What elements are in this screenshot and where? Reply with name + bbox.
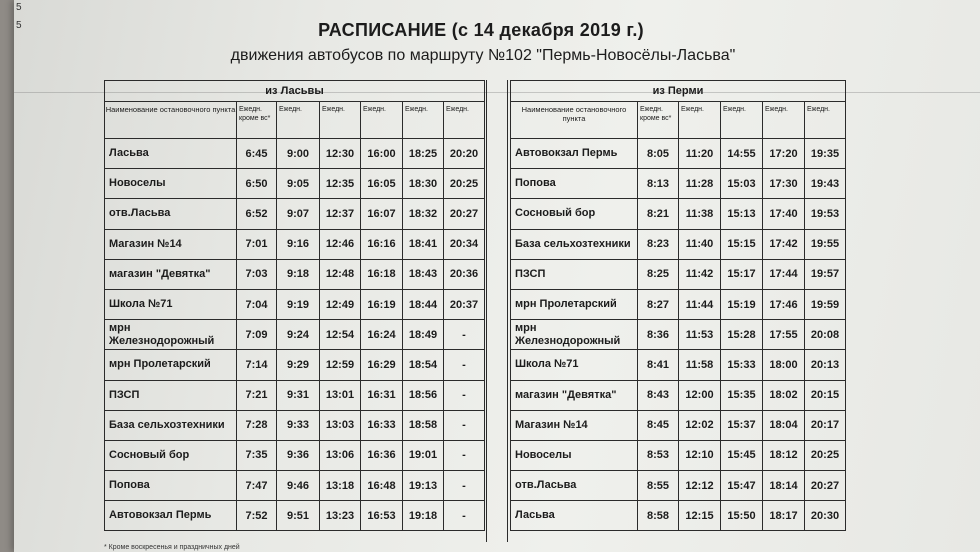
departure-time-cell: 9:19 bbox=[277, 289, 320, 319]
departure-time-cell: 7:52 bbox=[237, 501, 277, 531]
stop-name-column-header: Наименование остановочного пункта bbox=[511, 102, 638, 139]
departure-time-cell: 7:01 bbox=[237, 229, 277, 259]
departure-time-cell: 7:28 bbox=[237, 410, 277, 440]
departure-time-cell: 16:05 bbox=[361, 169, 403, 199]
departure-time-cell: 15:03 bbox=[721, 169, 763, 199]
departure-time-cell: 19:43 bbox=[805, 169, 846, 199]
departure-time-cell: 20:30 bbox=[805, 501, 846, 531]
departure-time-cell: 17:44 bbox=[763, 259, 805, 289]
table-row bbox=[105, 289, 485, 319]
departure-time-cell: 6:50 bbox=[237, 169, 277, 199]
departure-time-cell: 12:54 bbox=[320, 320, 361, 350]
table-row bbox=[511, 289, 846, 319]
departure-time-cell: 18:17 bbox=[763, 501, 805, 531]
departure-time-cell: 11:42 bbox=[679, 259, 721, 289]
stop-name-cell: мрн Пролетарский bbox=[511, 289, 638, 319]
departure-time-cell: 12:46 bbox=[320, 229, 361, 259]
table-row bbox=[105, 380, 485, 410]
departure-time-cell: 18:12 bbox=[763, 440, 805, 470]
departure-time-cell: 8:27 bbox=[638, 289, 679, 319]
table-row bbox=[511, 471, 846, 501]
stop-name-cell: Ласьва bbox=[105, 139, 237, 169]
departure-time-cell: 19:55 bbox=[805, 229, 846, 259]
day-type-column-header: Ежедн. кроме вс* bbox=[638, 102, 679, 139]
stop-name-cell: Школа №71 bbox=[105, 289, 237, 319]
departure-time-cell: 16:18 bbox=[361, 259, 403, 289]
table-row bbox=[105, 410, 485, 440]
day-type-column-header: Ежедн. bbox=[679, 102, 721, 139]
table-row bbox=[105, 229, 485, 259]
stop-name-cell: Магазин №14 bbox=[511, 410, 638, 440]
footnote: * Кроме воскресенья и праздничных дней bbox=[104, 544, 240, 551]
departure-time-cell: 9:00 bbox=[277, 139, 320, 169]
table-from-perm bbox=[510, 80, 846, 531]
departure-time-cell: 20:13 bbox=[805, 350, 846, 380]
schedule-subtitle: движения автобусов по маршруту №102 "Пермь-Новосёлы-Ласьва" bbox=[230, 47, 736, 64]
stop-name-column-header: Наименование остановочного пункта bbox=[105, 102, 237, 139]
day-type-column-header: Ежедн. bbox=[361, 102, 403, 139]
departure-time-cell: 9:29 bbox=[277, 350, 320, 380]
departure-time-cell: 18:58 bbox=[403, 410, 444, 440]
departure-time-cell: 18:32 bbox=[403, 199, 444, 229]
departure-time-cell: 15:47 bbox=[721, 471, 763, 501]
table-row bbox=[105, 259, 485, 289]
edge-mark: 5 bbox=[16, 20, 22, 31]
departure-time-cell: 13:03 bbox=[320, 410, 361, 440]
departure-time-cell: 12:48 bbox=[320, 259, 361, 289]
departure-time-cell: 7:14 bbox=[237, 350, 277, 380]
stop-name-cell: мрн Железнодорожный bbox=[105, 320, 237, 350]
departure-time-cell: 17:46 bbox=[763, 289, 805, 319]
day-type-column-header: Ежедн. bbox=[805, 102, 846, 139]
departure-time-cell: 9:46 bbox=[277, 471, 320, 501]
departure-time-cell: 12:12 bbox=[679, 471, 721, 501]
departure-time-cell: 19:57 bbox=[805, 259, 846, 289]
departure-time-cell: 11:44 bbox=[679, 289, 721, 319]
departure-time-cell: 8:13 bbox=[638, 169, 679, 199]
day-type-column-header: Ежедн. bbox=[320, 102, 361, 139]
departure-time-cell: 8:41 bbox=[638, 350, 679, 380]
day-type-column-header: Ежедн. bbox=[721, 102, 763, 139]
departure-time-cell: 13:23 bbox=[320, 501, 361, 531]
departure-time-cell: 8:58 bbox=[638, 501, 679, 531]
stop-name-cell: Сосновый бор bbox=[105, 440, 237, 470]
departure-time-cell: 6:52 bbox=[237, 199, 277, 229]
departure-time-cell: 9:36 bbox=[277, 440, 320, 470]
departure-time-cell: - bbox=[444, 410, 485, 440]
departure-time-cell: 7:09 bbox=[237, 320, 277, 350]
departure-time-cell: 6:45 bbox=[237, 139, 277, 169]
table-row bbox=[105, 320, 485, 350]
departure-time-cell: 12:49 bbox=[320, 289, 361, 319]
departure-time-cell: 9:31 bbox=[277, 380, 320, 410]
departure-time-cell: - bbox=[444, 350, 485, 380]
departure-time-cell: 9:16 bbox=[277, 229, 320, 259]
table-row bbox=[511, 380, 846, 410]
departure-time-cell: 15:19 bbox=[721, 289, 763, 319]
departure-time-cell: 19:53 bbox=[805, 199, 846, 229]
departure-time-cell: 7:04 bbox=[237, 289, 277, 319]
table-row bbox=[105, 501, 485, 531]
departure-time-cell: 16:24 bbox=[361, 320, 403, 350]
stop-name-cell: Сосновый бор bbox=[511, 199, 638, 229]
departure-time-cell: 17:40 bbox=[763, 199, 805, 229]
table-row bbox=[105, 169, 485, 199]
departure-time-cell: 18:49 bbox=[403, 320, 444, 350]
stop-name-cell: Новоселы bbox=[511, 440, 638, 470]
departure-time-cell: 15:35 bbox=[721, 380, 763, 410]
departure-time-cell: 8:36 bbox=[638, 320, 679, 350]
departure-time-cell: 17:42 bbox=[763, 229, 805, 259]
departure-time-cell: 18:44 bbox=[403, 289, 444, 319]
departure-time-cell: 20:20 bbox=[444, 139, 485, 169]
departure-time-cell: 16:16 bbox=[361, 229, 403, 259]
departure-time-cell: 15:45 bbox=[721, 440, 763, 470]
departure-time-cell: 18:25 bbox=[403, 139, 444, 169]
departure-time-cell: 15:33 bbox=[721, 350, 763, 380]
stop-name-cell: Попова bbox=[105, 471, 237, 501]
table-row bbox=[105, 199, 485, 229]
departure-time-cell: 9:18 bbox=[277, 259, 320, 289]
departure-time-cell: 12:35 bbox=[320, 169, 361, 199]
departure-time-cell: 8:21 bbox=[638, 199, 679, 229]
departure-time-cell: 15:17 bbox=[721, 259, 763, 289]
direction-header: из Ласьвы bbox=[105, 81, 485, 102]
departure-time-cell: 20:08 bbox=[805, 320, 846, 350]
table-row bbox=[105, 139, 485, 169]
departure-time-cell: 8:05 bbox=[638, 139, 679, 169]
departure-time-cell: 17:20 bbox=[763, 139, 805, 169]
departure-time-cell: 8:55 bbox=[638, 471, 679, 501]
table-row bbox=[511, 139, 846, 169]
day-type-column-header: Ежедн. bbox=[403, 102, 444, 139]
departure-time-cell: 16:53 bbox=[361, 501, 403, 531]
departure-time-cell: 18:54 bbox=[403, 350, 444, 380]
schedule-title: РАСПИСАНИЕ (с 14 декабря 2019 г.) bbox=[318, 20, 644, 40]
departure-time-cell: 12:10 bbox=[679, 440, 721, 470]
departure-time-cell: 18:56 bbox=[403, 380, 444, 410]
departure-time-cell: 18:00 bbox=[763, 350, 805, 380]
table-row bbox=[105, 350, 485, 380]
departure-time-cell: 20:36 bbox=[444, 259, 485, 289]
departure-time-cell: 11:53 bbox=[679, 320, 721, 350]
day-type-column-header: Ежедн. кроме вс* bbox=[237, 102, 277, 139]
departure-time-cell: 8:43 bbox=[638, 380, 679, 410]
table-row bbox=[511, 259, 846, 289]
departure-time-cell: 9:33 bbox=[277, 410, 320, 440]
departure-time-cell: - bbox=[444, 501, 485, 531]
departure-time-cell: 14:55 bbox=[721, 139, 763, 169]
stop-name-cell: ПЗСП bbox=[511, 259, 638, 289]
direction-header: из Перми bbox=[511, 81, 846, 102]
departure-time-cell: 11:58 bbox=[679, 350, 721, 380]
table-row bbox=[511, 199, 846, 229]
departure-time-cell: 20:25 bbox=[444, 169, 485, 199]
departure-time-cell: 8:23 bbox=[638, 229, 679, 259]
table-row bbox=[511, 410, 846, 440]
departure-time-cell: 20:17 bbox=[805, 410, 846, 440]
departure-time-cell: 17:55 bbox=[763, 320, 805, 350]
departure-time-cell: 12:00 bbox=[679, 380, 721, 410]
day-type-column-header: Ежедн. bbox=[277, 102, 320, 139]
departure-time-cell: 16:36 bbox=[361, 440, 403, 470]
departure-time-cell: 9:07 bbox=[277, 199, 320, 229]
table-row bbox=[105, 471, 485, 501]
departure-time-cell: 12:02 bbox=[679, 410, 721, 440]
departure-time-cell: - bbox=[444, 440, 485, 470]
stop-name-cell: отв.Ласьва bbox=[511, 471, 638, 501]
departure-time-cell: 18:41 bbox=[403, 229, 444, 259]
stop-name-cell: Магазин №14 bbox=[105, 229, 237, 259]
edge-mark: 5 bbox=[16, 2, 22, 13]
departure-time-cell: 7:35 bbox=[237, 440, 277, 470]
departure-time-cell: 7:21 bbox=[237, 380, 277, 410]
departure-time-cell: 8:45 bbox=[638, 410, 679, 440]
departure-time-cell: - bbox=[444, 471, 485, 501]
stop-name-cell: База сельхозтехники bbox=[105, 410, 237, 440]
departure-time-cell: 17:30 bbox=[763, 169, 805, 199]
table-row bbox=[511, 501, 846, 531]
departure-time-cell: 15:15 bbox=[721, 229, 763, 259]
departure-time-cell: 7:03 bbox=[237, 259, 277, 289]
stop-name-cell: Автовокзал Пермь bbox=[511, 139, 638, 169]
departure-time-cell: 13:06 bbox=[320, 440, 361, 470]
departure-time-cell: 16:29 bbox=[361, 350, 403, 380]
departure-time-cell: 19:01 bbox=[403, 440, 444, 470]
departure-time-cell: 8:53 bbox=[638, 440, 679, 470]
table-row bbox=[105, 440, 485, 470]
stop-name-cell: мрн Железнодорожный bbox=[511, 320, 638, 350]
stop-name-cell: отв.Ласьва bbox=[105, 199, 237, 229]
departure-time-cell: - bbox=[444, 380, 485, 410]
departure-time-cell: 16:31 bbox=[361, 380, 403, 410]
departure-time-cell: 12:30 bbox=[320, 139, 361, 169]
departure-time-cell: 9:51 bbox=[277, 501, 320, 531]
stop-name-cell: Школа №71 bbox=[511, 350, 638, 380]
departure-time-cell: 16:48 bbox=[361, 471, 403, 501]
departure-time-cell: 12:37 bbox=[320, 199, 361, 229]
departure-time-cell: 20:25 bbox=[805, 440, 846, 470]
departure-time-cell: 9:05 bbox=[277, 169, 320, 199]
table-row bbox=[511, 350, 846, 380]
stop-name-cell: ПЗСП bbox=[105, 380, 237, 410]
table-row bbox=[511, 169, 846, 199]
table-row bbox=[511, 320, 846, 350]
departure-time-cell: 16:00 bbox=[361, 139, 403, 169]
day-type-column-header: Ежедн. bbox=[444, 102, 485, 139]
departure-time-cell: 7:47 bbox=[237, 471, 277, 501]
departure-time-cell: 12:15 bbox=[679, 501, 721, 531]
departure-time-cell: - bbox=[444, 320, 485, 350]
departure-time-cell: 9:24 bbox=[277, 320, 320, 350]
stop-name-cell: мрн Пролетарский bbox=[105, 350, 237, 380]
table-divider bbox=[486, 80, 508, 542]
departure-time-cell: 20:15 bbox=[805, 380, 846, 410]
stop-name-cell: Попова bbox=[511, 169, 638, 199]
departure-time-cell: 15:50 bbox=[721, 501, 763, 531]
schedule-sheet bbox=[14, 0, 980, 552]
stop-name-cell: Ласьва bbox=[511, 501, 638, 531]
departure-time-cell: 16:33 bbox=[361, 410, 403, 440]
departure-time-cell: 18:02 bbox=[763, 380, 805, 410]
departure-time-cell: 20:37 bbox=[444, 289, 485, 319]
departure-time-cell: 19:35 bbox=[805, 139, 846, 169]
departure-time-cell: 11:28 bbox=[679, 169, 721, 199]
departure-time-cell: 19:13 bbox=[403, 471, 444, 501]
departure-time-cell: 12:59 bbox=[320, 350, 361, 380]
departure-time-cell: 20:27 bbox=[805, 471, 846, 501]
departure-time-cell: 11:38 bbox=[679, 199, 721, 229]
departure-time-cell: 15:13 bbox=[721, 199, 763, 229]
stop-name-cell: База сельхозтехники bbox=[511, 229, 638, 259]
departure-time-cell: 15:37 bbox=[721, 410, 763, 440]
departure-time-cell: 18:43 bbox=[403, 259, 444, 289]
stop-name-cell: магазин "Девятка" bbox=[105, 259, 237, 289]
stop-name-cell: Новоселы bbox=[105, 169, 237, 199]
day-type-column-header: Ежедн. bbox=[763, 102, 805, 139]
departure-time-cell: 18:04 bbox=[763, 410, 805, 440]
departure-time-cell: 20:34 bbox=[444, 229, 485, 259]
departure-time-cell: 13:01 bbox=[320, 380, 361, 410]
departure-time-cell: 8:25 bbox=[638, 259, 679, 289]
departure-time-cell: 20:27 bbox=[444, 199, 485, 229]
departure-time-cell: 16:19 bbox=[361, 289, 403, 319]
departure-time-cell: 11:20 bbox=[679, 139, 721, 169]
departure-time-cell: 11:40 bbox=[679, 229, 721, 259]
table-row bbox=[511, 229, 846, 259]
table-row bbox=[511, 440, 846, 470]
departure-time-cell: 19:18 bbox=[403, 501, 444, 531]
departure-time-cell: 13:18 bbox=[320, 471, 361, 501]
departure-time-cell: 18:30 bbox=[403, 169, 444, 199]
table-from-lasva bbox=[104, 80, 485, 531]
departure-time-cell: 16:07 bbox=[361, 199, 403, 229]
departure-time-cell: 19:59 bbox=[805, 289, 846, 319]
departure-time-cell: 18:14 bbox=[763, 471, 805, 501]
departure-time-cell: 15:28 bbox=[721, 320, 763, 350]
stop-name-cell: магазин "Девятка" bbox=[511, 380, 638, 410]
stop-name-cell: Автовокзал Пермь bbox=[105, 501, 237, 531]
